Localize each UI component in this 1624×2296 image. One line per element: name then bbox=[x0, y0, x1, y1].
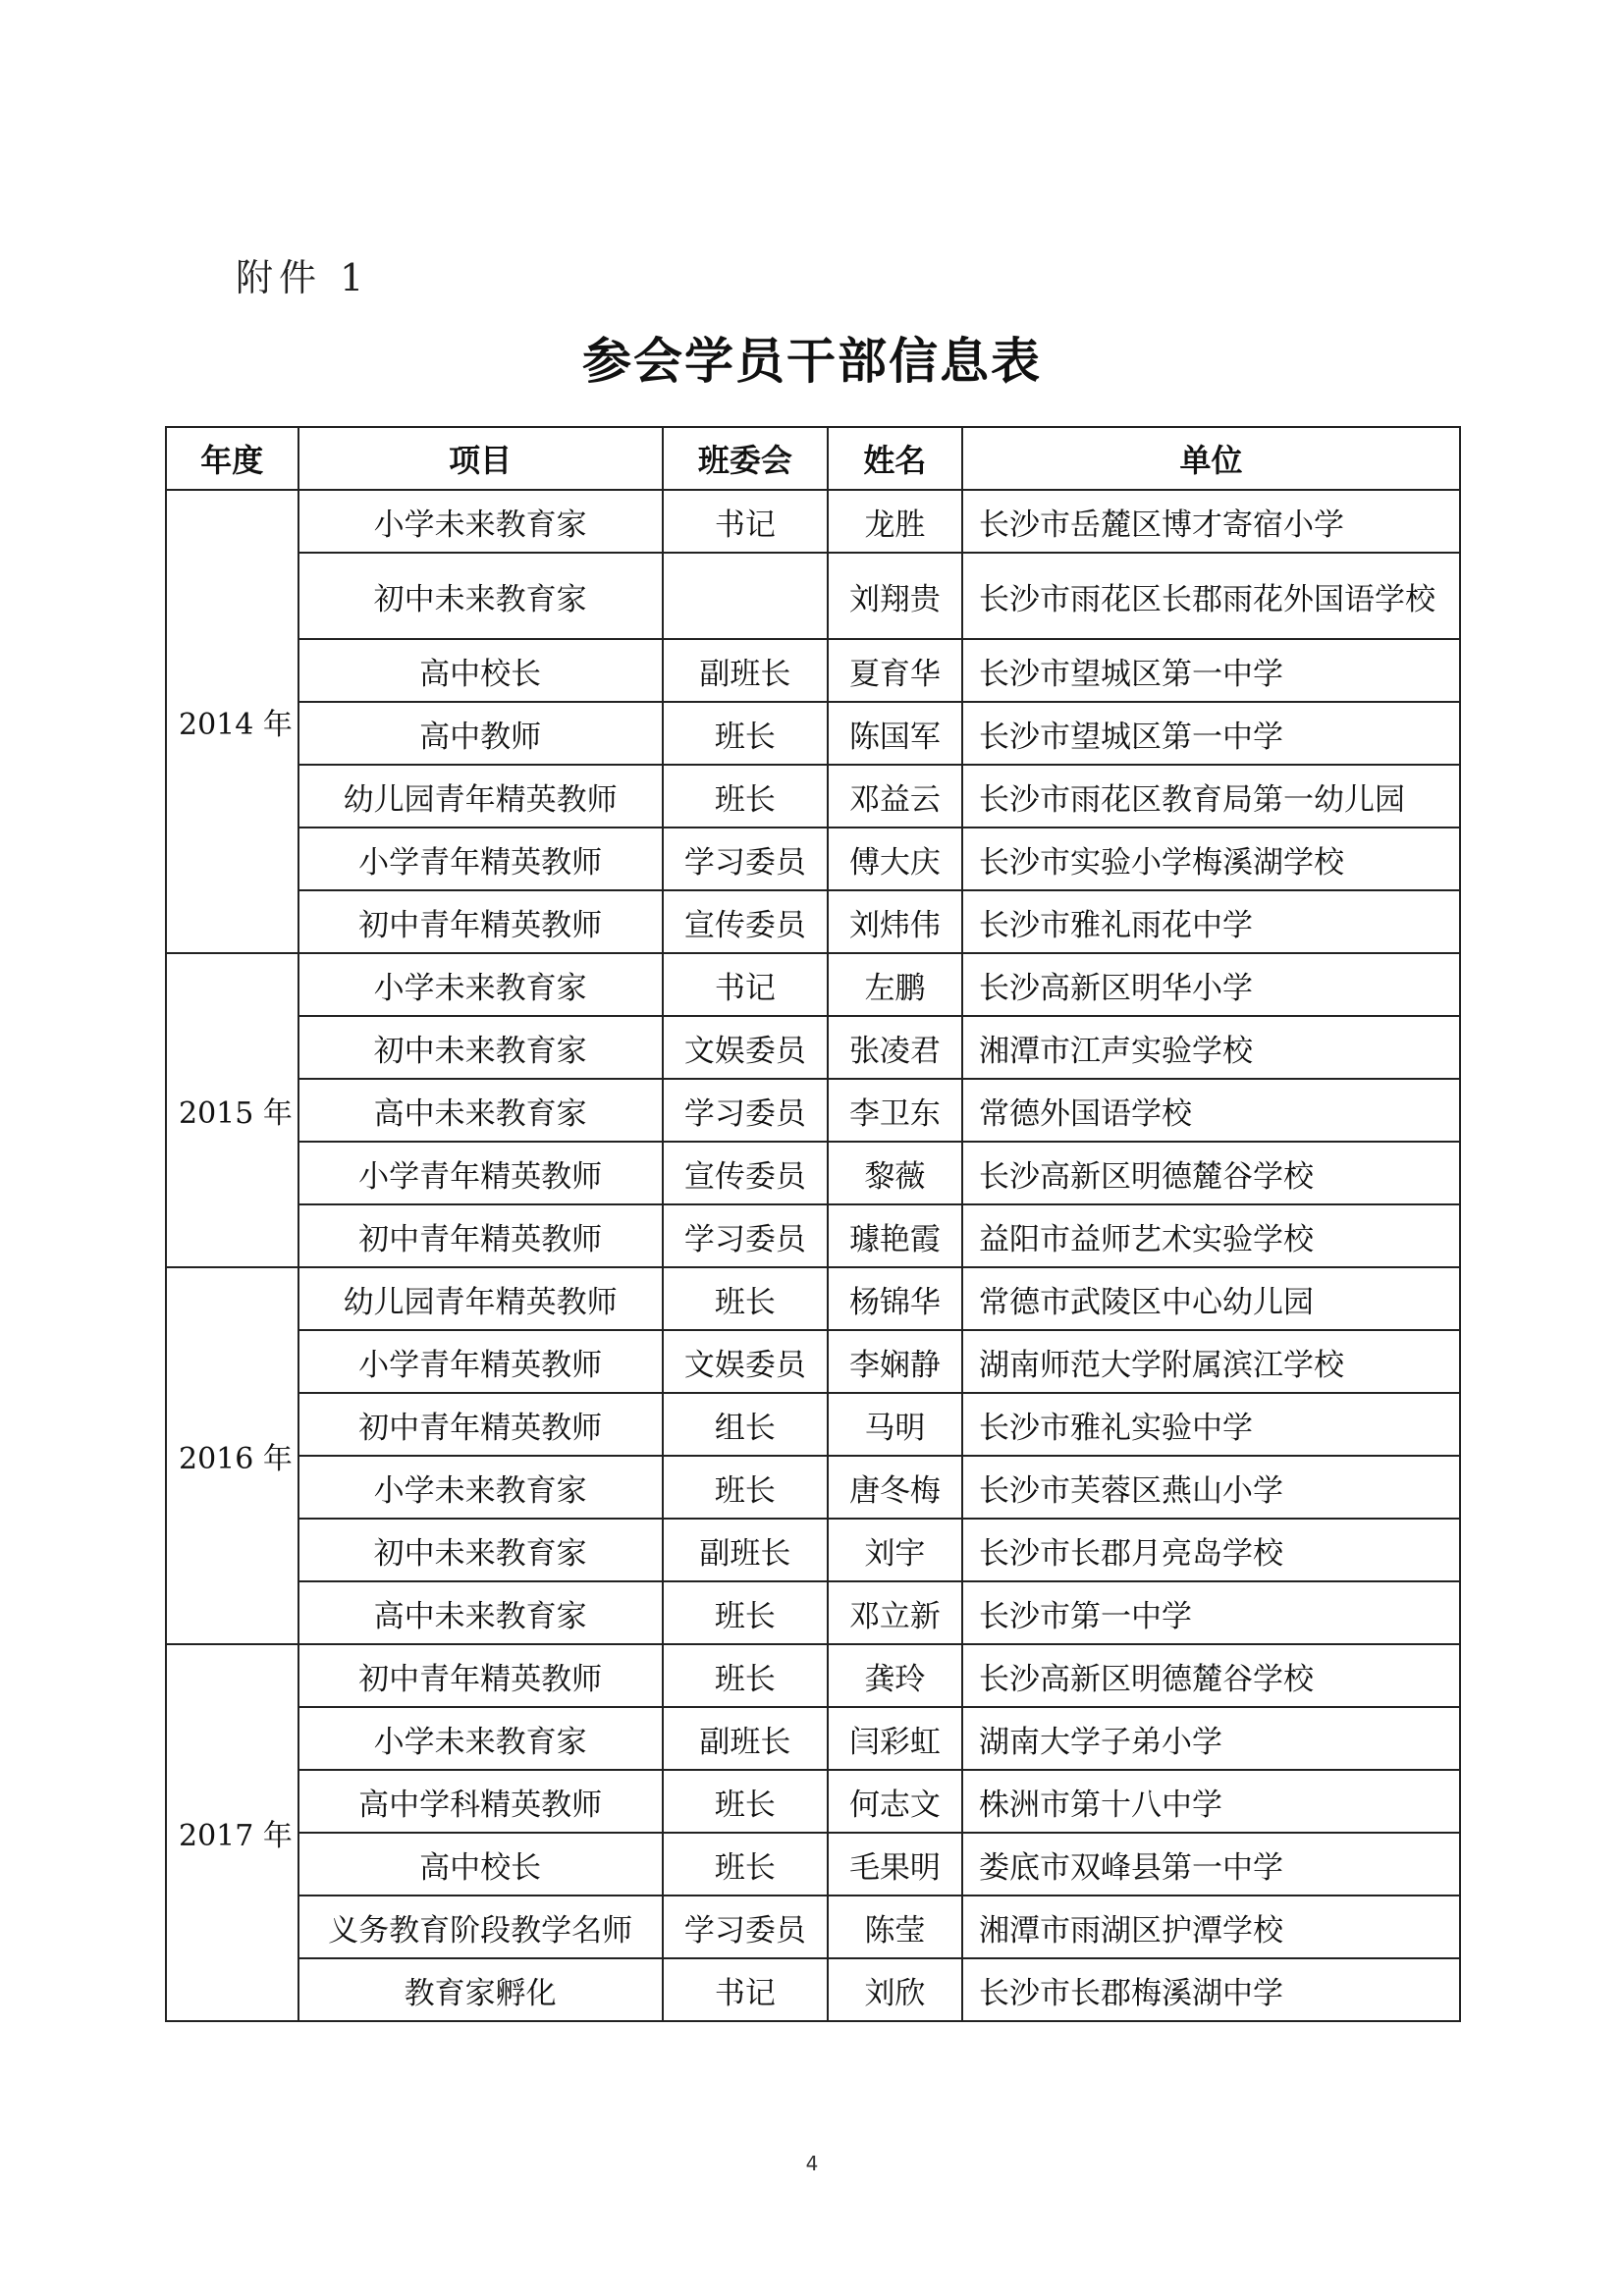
role-cell: 班长 bbox=[663, 1456, 828, 1519]
program-cell: 小学未来教育家 bbox=[298, 490, 663, 553]
role-cell: 学习委员 bbox=[663, 1204, 828, 1267]
program-cell: 小学青年精英教师 bbox=[298, 1330, 663, 1393]
year-cell: 2016 年 bbox=[166, 1267, 298, 1644]
program-cell: 小学青年精英教师 bbox=[298, 1142, 663, 1204]
unit-cell: 长沙市雨花区教育局第一幼儿园 bbox=[962, 765, 1460, 828]
table-row bbox=[166, 1142, 1460, 1204]
program-cell: 初中未来教育家 bbox=[298, 1519, 663, 1581]
unit-cell: 长沙市望城区第一中学 bbox=[962, 639, 1460, 702]
table-row bbox=[166, 639, 1460, 702]
program-cell: 初中青年精英教师 bbox=[298, 890, 663, 953]
unit-cell: 益阳市益师艺术实验学校 bbox=[962, 1204, 1460, 1267]
name-cell: 杨锦华 bbox=[828, 1267, 962, 1330]
name-cell: 陈莹 bbox=[828, 1896, 962, 1958]
program-cell: 初中未来教育家 bbox=[298, 1016, 663, 1079]
table-row bbox=[166, 1519, 1460, 1581]
table-row bbox=[166, 1330, 1460, 1393]
table-row bbox=[166, 702, 1460, 765]
name-cell: 刘翔贵 bbox=[828, 553, 962, 639]
header-role: 班委会 bbox=[663, 427, 828, 490]
program-cell: 初中青年精英教师 bbox=[298, 1204, 663, 1267]
role-cell: 班长 bbox=[663, 1770, 828, 1833]
program-cell: 高中未来教育家 bbox=[298, 1079, 663, 1142]
program-cell: 小学未来教育家 bbox=[298, 1456, 663, 1519]
role-cell: 书记 bbox=[663, 1958, 828, 2021]
unit-cell: 娄底市双峰县第一中学 bbox=[962, 1833, 1460, 1896]
name-cell: 唐冬梅 bbox=[828, 1456, 962, 1519]
header-year: 年度 bbox=[166, 427, 298, 490]
program-cell: 幼儿园青年精英教师 bbox=[298, 1267, 663, 1330]
table-row bbox=[166, 1267, 1460, 1330]
table-row bbox=[166, 1833, 1460, 1896]
year-cell: 2017 年 bbox=[166, 1644, 298, 2021]
header-program: 项目 bbox=[298, 427, 663, 490]
role-cell: 副班长 bbox=[663, 639, 828, 702]
header-name: 姓名 bbox=[828, 427, 962, 490]
name-cell: 毛果明 bbox=[828, 1833, 962, 1896]
name-cell: 陈国军 bbox=[828, 702, 962, 765]
role-cell: 班长 bbox=[663, 1581, 828, 1644]
name-cell: 刘炜伟 bbox=[828, 890, 962, 953]
unit-cell: 湘潭市雨湖区护潭学校 bbox=[962, 1896, 1460, 1958]
name-cell: 张凌君 bbox=[828, 1016, 962, 1079]
program-cell: 高中校长 bbox=[298, 639, 663, 702]
unit-cell: 长沙市雅礼实验中学 bbox=[962, 1393, 1460, 1456]
page-number: 4 bbox=[805, 2152, 819, 2175]
unit-cell: 长沙市岳麓区博才寄宿小学 bbox=[962, 490, 1460, 553]
table-row bbox=[166, 1016, 1460, 1079]
table-row bbox=[166, 1770, 1460, 1833]
name-cell: 傅大庆 bbox=[828, 828, 962, 890]
program-cell: 教育家孵化 bbox=[298, 1958, 663, 2021]
table-row bbox=[166, 1456, 1460, 1519]
unit-cell: 长沙市望城区第一中学 bbox=[962, 702, 1460, 765]
role-cell: 班长 bbox=[663, 702, 828, 765]
table-row bbox=[166, 553, 1460, 639]
role-cell: 组长 bbox=[663, 1393, 828, 1456]
unit-cell: 长沙高新区明德麓谷学校 bbox=[962, 1142, 1460, 1204]
name-cell: 左鹏 bbox=[828, 953, 962, 1016]
name-cell: 龙胜 bbox=[828, 490, 962, 553]
table-header-row bbox=[166, 427, 1460, 490]
name-cell: 马明 bbox=[828, 1393, 962, 1456]
table-row bbox=[166, 1896, 1460, 1958]
unit-cell: 湘潭市江声实验学校 bbox=[962, 1016, 1460, 1079]
name-cell: 李卫东 bbox=[828, 1079, 962, 1142]
unit-cell: 长沙市长郡月亮岛学校 bbox=[962, 1519, 1460, 1581]
table-row bbox=[166, 1393, 1460, 1456]
table-row bbox=[166, 490, 1460, 553]
unit-cell: 长沙市芙蓉区燕山小学 bbox=[962, 1456, 1460, 1519]
name-cell: 邓益云 bbox=[828, 765, 962, 828]
unit-cell: 湖南大学子弟小学 bbox=[962, 1707, 1460, 1770]
name-cell: 李娴静 bbox=[828, 1330, 962, 1393]
name-cell: 夏育华 bbox=[828, 639, 962, 702]
unit-cell: 常德外国语学校 bbox=[962, 1079, 1460, 1142]
table-row bbox=[166, 828, 1460, 890]
unit-cell: 长沙高新区明华小学 bbox=[962, 953, 1460, 1016]
role-cell: 书记 bbox=[663, 490, 828, 553]
table-row bbox=[166, 890, 1460, 953]
program-cell: 初中青年精英教师 bbox=[298, 1644, 663, 1707]
unit-cell: 长沙市第一中学 bbox=[962, 1581, 1460, 1644]
program-cell: 小学未来教育家 bbox=[298, 1707, 663, 1770]
table-row bbox=[166, 1707, 1460, 1770]
role-cell: 学习委员 bbox=[663, 828, 828, 890]
table-row bbox=[166, 1581, 1460, 1644]
table-row bbox=[166, 1958, 1460, 2021]
table-row bbox=[166, 1079, 1460, 1142]
role-cell: 学习委员 bbox=[663, 1079, 828, 1142]
unit-cell: 长沙市雨花区长郡雨花外国语学校 bbox=[962, 553, 1460, 639]
program-cell: 初中未来教育家 bbox=[298, 553, 663, 639]
role-cell: 班长 bbox=[663, 765, 828, 828]
table-row bbox=[166, 1204, 1460, 1267]
table-row bbox=[166, 765, 1460, 828]
name-cell: 龚玲 bbox=[828, 1644, 962, 1707]
role-cell: 班长 bbox=[663, 1644, 828, 1707]
program-cell: 小学青年精英教师 bbox=[298, 828, 663, 890]
name-cell: 闫彩虹 bbox=[828, 1707, 962, 1770]
name-cell: 刘欣 bbox=[828, 1958, 962, 2021]
role-cell: 书记 bbox=[663, 953, 828, 1016]
program-cell: 高中学科精英教师 bbox=[298, 1770, 663, 1833]
document-title: 参会学员干部信息表 bbox=[582, 332, 1042, 390]
unit-cell: 长沙市长郡梅溪湖中学 bbox=[962, 1958, 1460, 2021]
role-cell: 宣传委员 bbox=[663, 890, 828, 953]
program-cell: 高中校长 bbox=[298, 1833, 663, 1896]
name-cell: 璩艳霞 bbox=[828, 1204, 962, 1267]
program-cell: 初中青年精英教师 bbox=[298, 1393, 663, 1456]
role-cell: 宣传委员 bbox=[663, 1142, 828, 1204]
unit-cell: 长沙市实验小学梅溪湖学校 bbox=[962, 828, 1460, 890]
header-unit: 单位 bbox=[962, 427, 1460, 490]
unit-cell: 湖南师范大学附属滨江学校 bbox=[962, 1330, 1460, 1393]
year-cell: 2014 年 bbox=[166, 490, 298, 953]
unit-cell: 长沙市雅礼雨花中学 bbox=[962, 890, 1460, 953]
program-cell: 高中教师 bbox=[298, 702, 663, 765]
name-cell: 何志文 bbox=[828, 1770, 962, 1833]
role-cell: 副班长 bbox=[663, 1707, 828, 1770]
unit-cell: 株洲市第十八中学 bbox=[962, 1770, 1460, 1833]
program-cell: 小学未来教育家 bbox=[298, 953, 663, 1016]
name-cell: 刘宇 bbox=[828, 1519, 962, 1581]
role-cell bbox=[663, 553, 828, 639]
unit-cell: 长沙高新区明德麓谷学校 bbox=[962, 1644, 1460, 1707]
role-cell: 学习委员 bbox=[663, 1896, 828, 1958]
program-cell: 义务教育阶段教学名师 bbox=[298, 1896, 663, 1958]
cadre-info-table bbox=[165, 426, 1461, 2022]
program-cell: 高中未来教育家 bbox=[298, 1581, 663, 1644]
role-cell: 班长 bbox=[663, 1833, 828, 1896]
unit-cell: 常德市武陵区中心幼儿园 bbox=[962, 1267, 1460, 1330]
table-row bbox=[166, 1644, 1460, 1707]
role-cell: 副班长 bbox=[663, 1519, 828, 1581]
program-cell: 幼儿园青年精英教师 bbox=[298, 765, 663, 828]
role-cell: 文娱委员 bbox=[663, 1330, 828, 1393]
table-row bbox=[166, 953, 1460, 1016]
name-cell: 邓立新 bbox=[828, 1581, 962, 1644]
attachment-label: 附件 1 bbox=[236, 256, 370, 299]
name-cell: 黎薇 bbox=[828, 1142, 962, 1204]
role-cell: 文娱委员 bbox=[663, 1016, 828, 1079]
year-cell: 2015 年 bbox=[166, 953, 298, 1267]
role-cell: 班长 bbox=[663, 1267, 828, 1330]
